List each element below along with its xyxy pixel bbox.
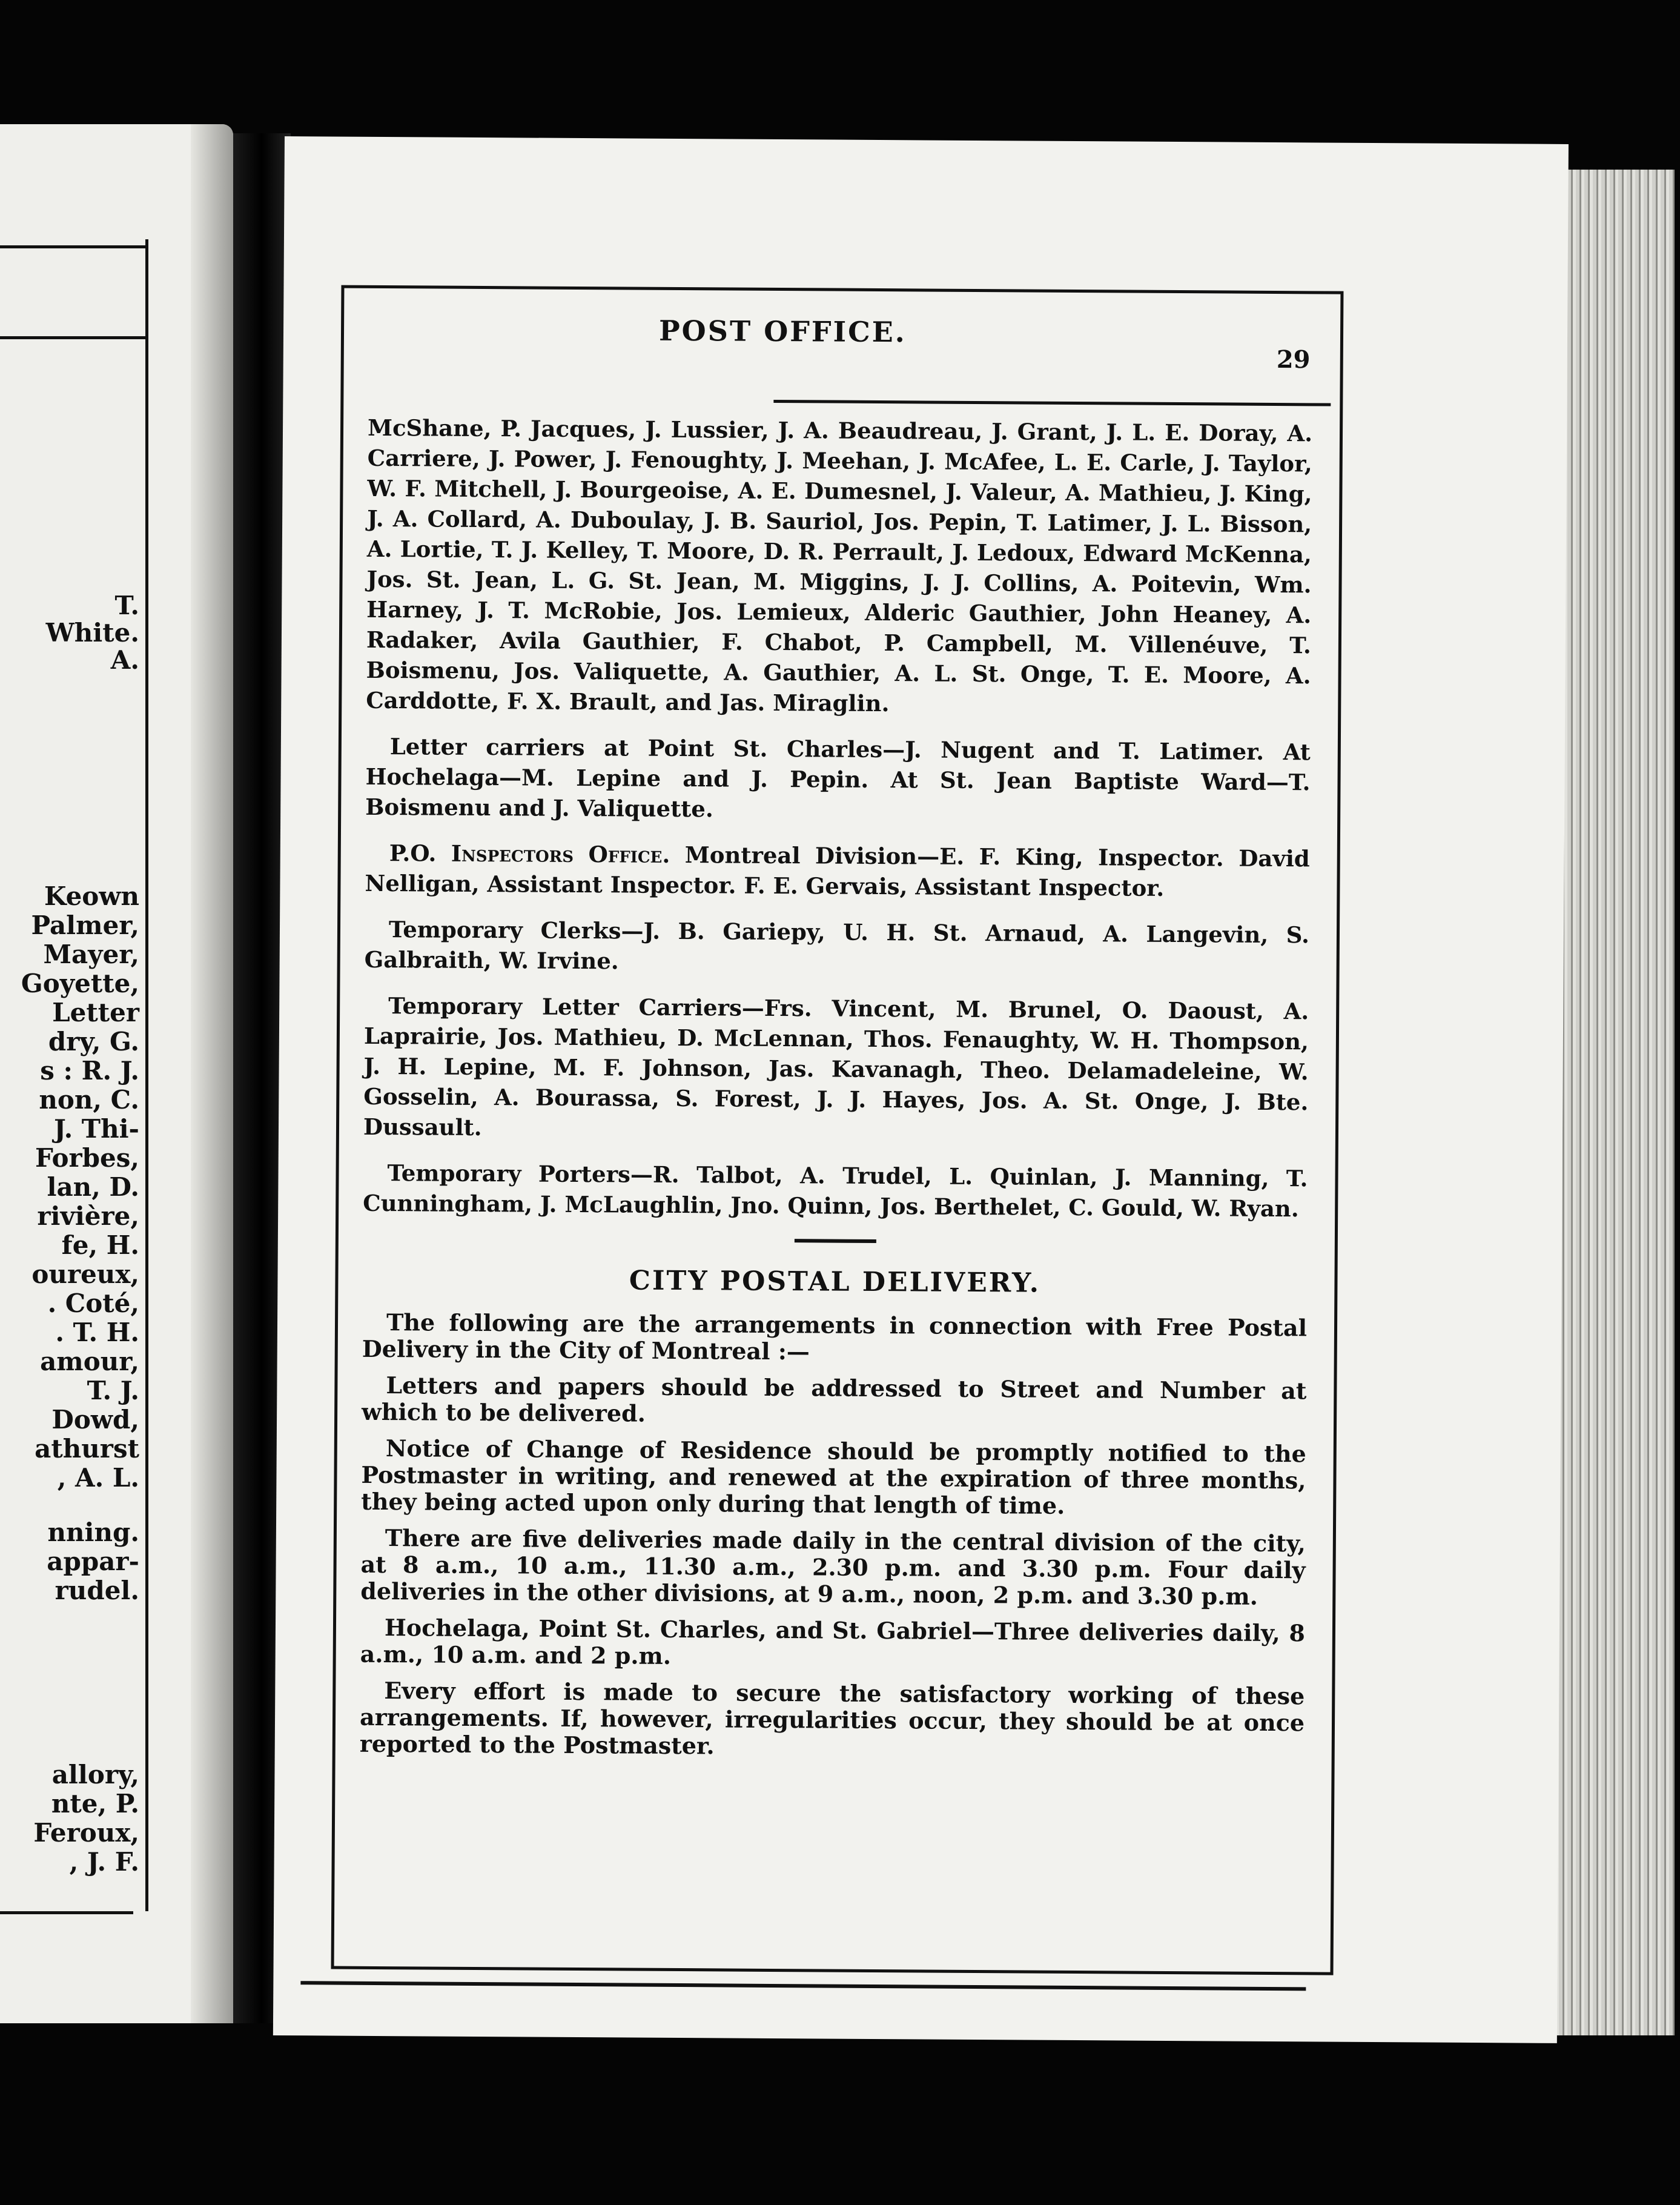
left-page-fragment: dry, G.	[48, 1027, 139, 1056]
staff-names-paragraph: McShane, P. Jacques, J. Lussier, J. A. Beaudreau, J. Grant, J. L. E. Doray, A. Carriere, J. Power, J. Fenoughty, J. Meehan, J. McAfee, L. E. Carle, J. Taylor, W. F. Mitchell, J. Bourgeoise, A. E. Dumesnel, J. Valeur, A. Mathieu, J. King, J. A. Collard, A. Duboulay, J. B. Sauriol, Jos. Pepin, T. Latimer, J. L. Bisson, A. Lortie, T. J. Kelley, T. Moore, D. R. Perrault, J. Ledoux, Edward McKenna, Jos. St. Jean, L. G. St. Jean, M. Miggins, J. J. Collins, A. Poitevin, Wm. Harney, J. T. McRobie, Jos. Lemieux, Alderic Gauthier, John Heaney, A. Radaker, Avila Gauthier, F. Chabot, P. Campbell, M. Villenéuve, T. Boismenu, Jos. Valiquette, A. Gauthier, A. L. St. Onge, T. E. Moore, A. Carddotte, F. X. Brault, and Jas. Miraglin.	[366, 414, 1313, 717]
page-body	[360, 413, 1313, 1772]
left-page-fragment: . T. H.	[55, 1318, 139, 1347]
left-page-fragment: amour,	[40, 1347, 139, 1376]
left-page-fragment: non, C.	[39, 1085, 139, 1115]
left-page-fragment: allory,	[51, 1760, 139, 1789]
left-page-fragment: Dowd,	[51, 1405, 139, 1434]
left-page-fragment: Forbes,	[35, 1143, 139, 1173]
left-page-fragment: nning.	[47, 1517, 139, 1547]
page-number: 29	[1276, 345, 1311, 374]
temporary-clerks-paragraph: Temporary Clerks—J. B. Gariepy, U. H. St. Arnaud, A. Langevin, S. Galbraith, W. Irvine.	[364, 916, 1310, 975]
left-page-fragment: Palmer,	[31, 910, 139, 940]
left-page-rule	[0, 336, 148, 339]
delivery-times-paragraph: There are five deliveries made daily in the central division of the city, at 8 a.m., 10 a.m., 11.30 a.m., 2.30 p.m. and 3.30 p.m. Four daily deliveries in the other divisions, at 9 a.m., noon, 2 p.m. and 3.30 p.m.	[360, 1524, 1306, 1610]
left-page-fragment: appar-	[47, 1547, 139, 1576]
temporary-carriers-paragraph: Temporary Letter Carriers—Frs. Vincent, M. Brunel, O. Daoust, A. Laprairie, Jos. Mathieu, D. McLennan, Thos. Fenaughty, W. H. Thompson, J. H. Lepine, M. F. Johnson, Jas. Kavanagh, Theo. Delamadeleine, W. Gosselin, A. Bourassa, S. Forest, J. J. Hayes, Jos. A. St. Onge, J. Bte. Dussault.	[363, 992, 1309, 1141]
section-divider	[794, 1239, 876, 1243]
left-page-fragment: rudel.	[55, 1576, 139, 1605]
left-page-fragment: oureux,	[31, 1259, 139, 1289]
left-page-fragment: A.	[110, 645, 139, 675]
left-page-frame-line	[145, 239, 148, 1911]
left-page-fragment: athurst	[35, 1434, 139, 1464]
section-title: CITY POSTAL DELIVERY.	[629, 1265, 1041, 1299]
left-page-fragment: T.	[114, 591, 139, 620]
change-of-residence-paragraph: Notice of Change of Residence should be promptly notified to the Postmaster in writing, and renewed at the expiration of three months, they being acted upon only during that length of time.	[361, 1434, 1306, 1519]
left-page-rule	[0, 1911, 133, 1914]
left-page-fragment: Goyette,	[21, 969, 139, 998]
left-page-fragment: , A. L.	[57, 1463, 139, 1493]
left-page-fragment: fe, H.	[61, 1230, 139, 1260]
page-edges	[1550, 170, 1675, 2035]
left-page-rule	[0, 245, 148, 248]
left-page-fragment: Letter	[52, 998, 139, 1027]
left-page-fragment: Keown	[44, 881, 139, 911]
left-page-fragment: s : R. J.	[40, 1056, 139, 1086]
left-page-fragment: lan, D.	[47, 1172, 139, 1202]
left-page-fragment: White.	[45, 618, 139, 648]
bottom-rule	[300, 1981, 1306, 1991]
left-page-fragment: J. Thi-	[53, 1114, 139, 1144]
letter-carriers-paragraph: Letter carriers at Point St. Charles—J. Nugent and T. Latimer. At Hochelaga—M. Lepine and J. Pepin. At St. Jean Baptiste Ward—T. Boismenu and J. Valiquette.	[365, 733, 1311, 823]
temporary-porters-paragraph: Temporary Porters—R. Talbot, A. Trudel, L. Quinlan, J. Manning, T. Cunningham, J. McLaughlin, Jno. Quinn, Jos. Berthelet, C. Gould, W. Ryan.	[363, 1159, 1308, 1222]
left-page-fragment: , J. F.	[69, 1847, 139, 1877]
left-page-fragment: rivière,	[37, 1201, 139, 1231]
left-page-fragment: . Coté,	[47, 1288, 139, 1318]
left-page-fragment: nte, P.	[51, 1789, 139, 1819]
inspectors-paragraph	[365, 838, 1310, 904]
irregularities-paragraph: Every effort is made to secure the satisfactory working of these arrangements. If, however, irregularities occur, they should be at once reported to the Postmaster.	[359, 1677, 1305, 1760]
inspectors-text: Montreal Division—E. F. King, Inspector. David Nelligan, Assistant Inspector. F. E. Gervais, Assistant Inspector.	[365, 841, 1310, 901]
left-page-fragment: T. J.	[87, 1376, 139, 1405]
delivery-section	[360, 1309, 1307, 1763]
main-page	[273, 136, 1569, 2043]
left-page-gutter-shadow	[191, 124, 233, 2023]
delivery-intro-paragraph: The following are the arrangements in connection with Free Postal Delivery in the City of Montreal :—	[362, 1308, 1308, 1365]
left-page-fragment: Mayer,	[43, 940, 139, 969]
left-page	[0, 124, 233, 2023]
suburb-deliveries-paragraph: Hochelaga, Point St. Charles, and St. Gabriel—Three deliveries daily, 8 a.m., 10 a.m. and 2 p.m.	[360, 1614, 1306, 1669]
running-header-title: POST OFFICE.	[658, 314, 907, 349]
inspectors-heading: P.O. Inspectors Office.	[389, 840, 670, 868]
addressing-paragraph: Letters and papers should be addressed to Street and Number at which to be delivered.	[362, 1371, 1307, 1427]
left-page-fragment: Feroux,	[33, 1818, 139, 1848]
